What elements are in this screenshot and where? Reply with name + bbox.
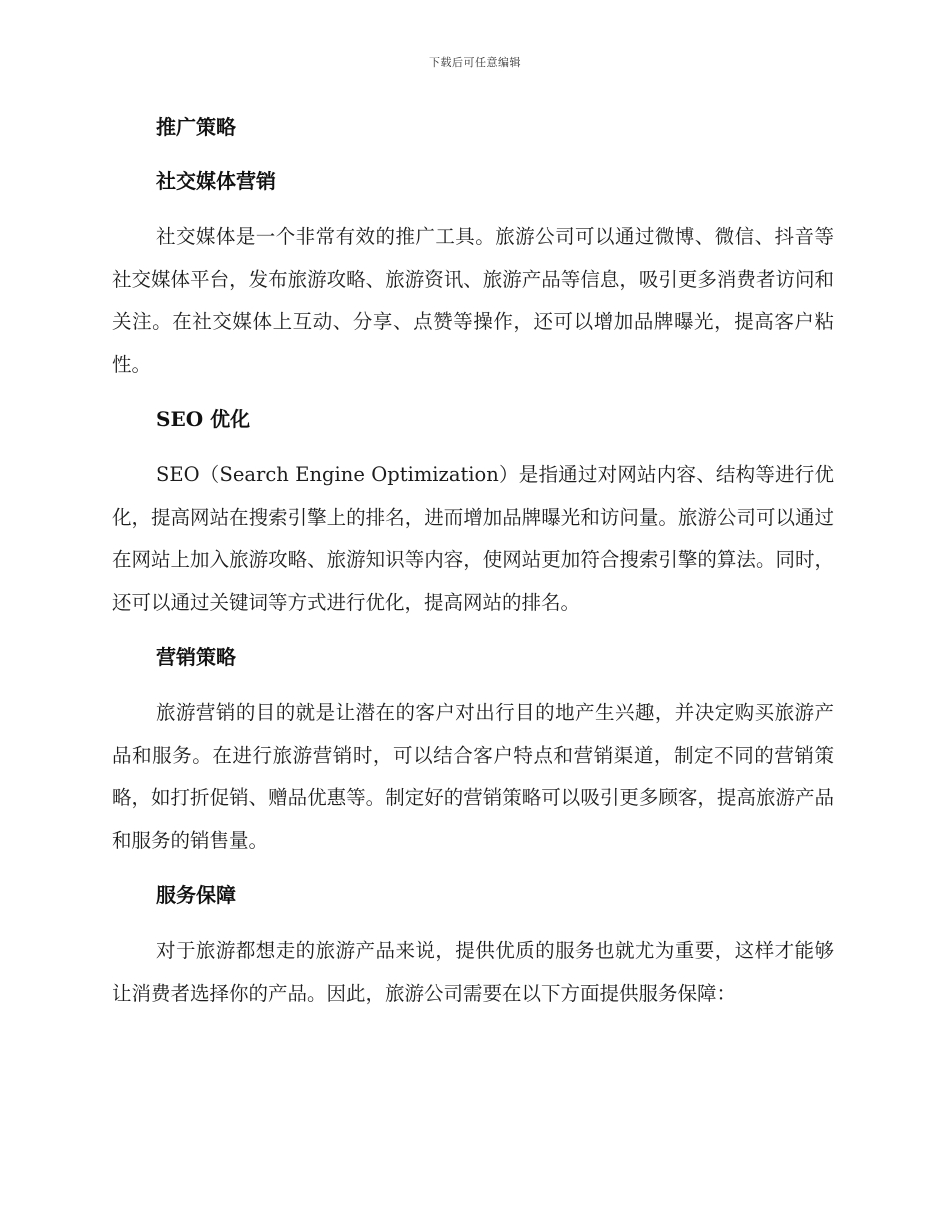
paragraph-marketing: 旅游营销的目的就是让潜在的客户对出行目的地产生兴趣，并决定购买旅游产品和服务。在进行旅游营销时，可以结合客户特点和营销渠道，制定不同的营销策略，如打折促销、赠品优惠等。制定好的营销策略可以吸引更多顾客，提高旅游产品和服务的销售量。 <box>112 701 834 852</box>
heading-service-guarantee: 服务保障 <box>156 883 236 907</box>
heading-seo-optimization: SEO 优化 <box>156 407 251 431</box>
paragraph-seo: SEO（Search Engine Optimization）是指通过对网站内容、结构等进行优化，提高网站在搜索引擎上的排名，进而增加品牌曝光和访问量。旅游公司可以通过在网站上加入旅游攻略、旅游知识等内容，使网站更加符合搜索引擎的算法。同时，还可以通过关键词等方式进行优化，提高网站的排名。 <box>112 463 834 614</box>
heading-social-media-marketing: 社交媒体营销 <box>156 169 276 193</box>
document-body <box>112 108 834 1029</box>
paragraph-service: 对于旅游都想走的旅游产品来说，提供优质的服务也就尤为重要，这样才能够让消费者选择你的产品。因此，旅游公司需要在以下方面提供服务保障： <box>112 939 834 1005</box>
heading-marketing-strategy: 营销策略 <box>156 645 236 669</box>
heading-promotion-strategy: 推广策略 <box>156 115 236 139</box>
page-header: 下载后可任意编辑 <box>429 56 521 69</box>
paragraph-social-media: 社交媒体是一个非常有效的推广工具。旅游公司可以通过微博、微信、抖音等社交媒体平台，发布旅游攻略、旅游资讯、旅游产品等信息，吸引更多消费者访问和关注。在社交媒体上互动、分享、点赞等操作，还可以增加品牌曝光，提高客户粘性。 <box>112 225 834 376</box>
